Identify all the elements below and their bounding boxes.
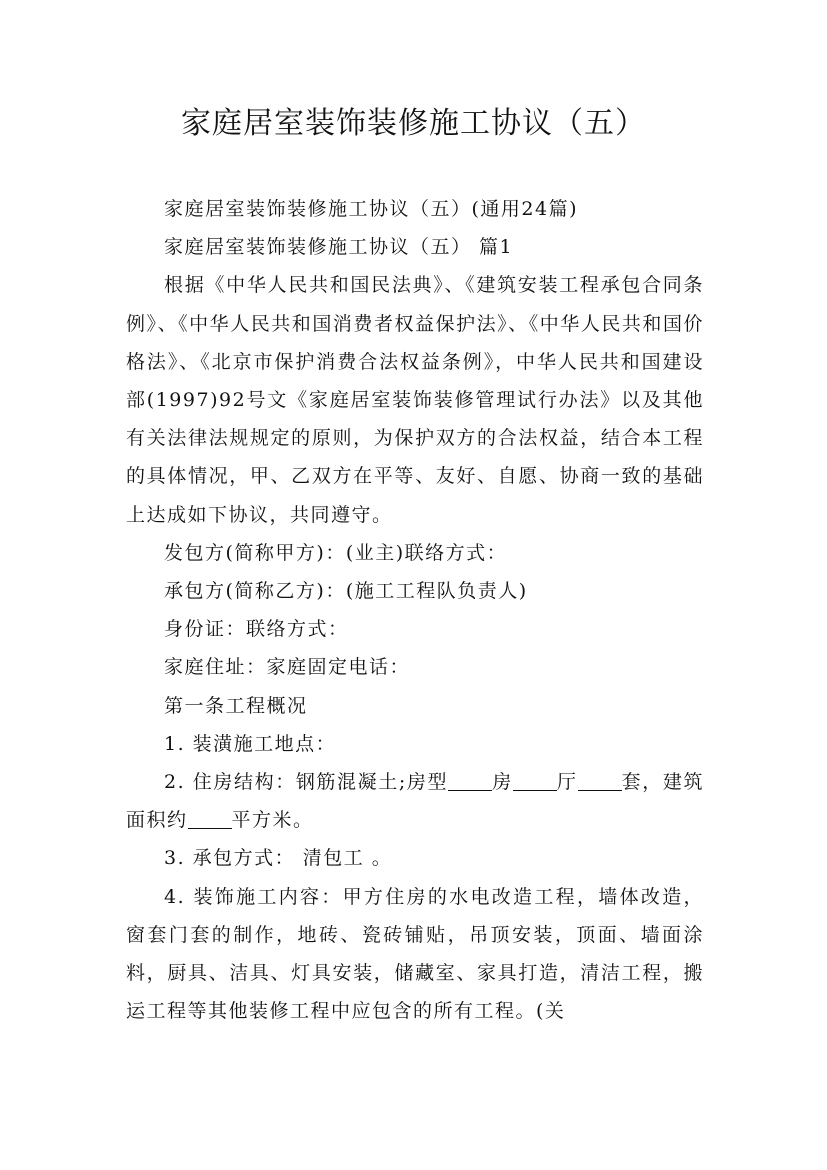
blank-line bbox=[578, 771, 622, 791]
paragraph-section-heading: 家庭居室装饰装修施工协议（五） 篇1 bbox=[164, 236, 514, 259]
paragraph-preamble: 根据《中华人民共和国民法典》、《建筑安装工程承包合同条例》、《中华人民共和国消费者权益保护法》、《中华人民共和国价格法》、《北京市保护消费合法权益条例》，中华人民共和国建设部(1997)92号文《家庭居室装饰装修管理试行办法》以及其他有关法律法规规定的原则，为保护双方的合法权益，结合本工程的具体情况，甲、乙双方在平等、友好、自愿、协商一致的基础上达成如下协议，共同遵守。 bbox=[126, 274, 704, 526]
paragraph-party-b: 承包方(简称乙方)：(施工工程队负责人) bbox=[164, 580, 528, 603]
paragraph-item-1: 1. 装潢施工地点： bbox=[164, 732, 337, 755]
paragraph-article-1: 第一条工程概况 bbox=[164, 694, 308, 717]
paragraph-subtitle: 家庭居室装饰装修施工协议（五）(通用24篇) bbox=[164, 198, 579, 220]
item-2-text-d: 套，建筑面积约 bbox=[126, 771, 704, 832]
document-title: 家庭居室装饰装修施工协议（五） bbox=[181, 106, 646, 141]
paragraph-id-card: 身份证：联络方式： bbox=[164, 618, 349, 641]
paragraph-item-4: 4. 装饰施工内容：甲方住房的水电改造工程，墙体改造，窗套门套的制作，地砖、瓷砖铺贴，吊顶安装，顶面、墙面涂料，厨具、洁具、灯具安装，储藏室、家具打造，清洁工程，搬运工程等其他装修工程中应包含的所有工程。(关 bbox=[126, 885, 704, 1023]
blank-line bbox=[188, 809, 232, 829]
paragraph-item-2 bbox=[126, 763, 704, 839]
document-body bbox=[126, 190, 704, 1030]
item-2-text-b: 房 bbox=[492, 771, 513, 794]
paragraph-party-a: 发包方(简称甲方)：(业主)联络方式： bbox=[164, 541, 508, 564]
item-2-text-e: 平方米。 bbox=[231, 809, 314, 832]
paragraph-item-3: 3. 承包方式： 清包工 。 bbox=[164, 847, 393, 870]
blank-line bbox=[513, 771, 557, 791]
item-2-text-c: 厅 bbox=[556, 771, 578, 794]
paragraph-address: 家庭住址：家庭固定电话： bbox=[164, 656, 411, 679]
item-2-text-a: 2. 住房结构：钢筋混凝土;房型 bbox=[164, 771, 449, 794]
blank-line bbox=[448, 771, 492, 791]
